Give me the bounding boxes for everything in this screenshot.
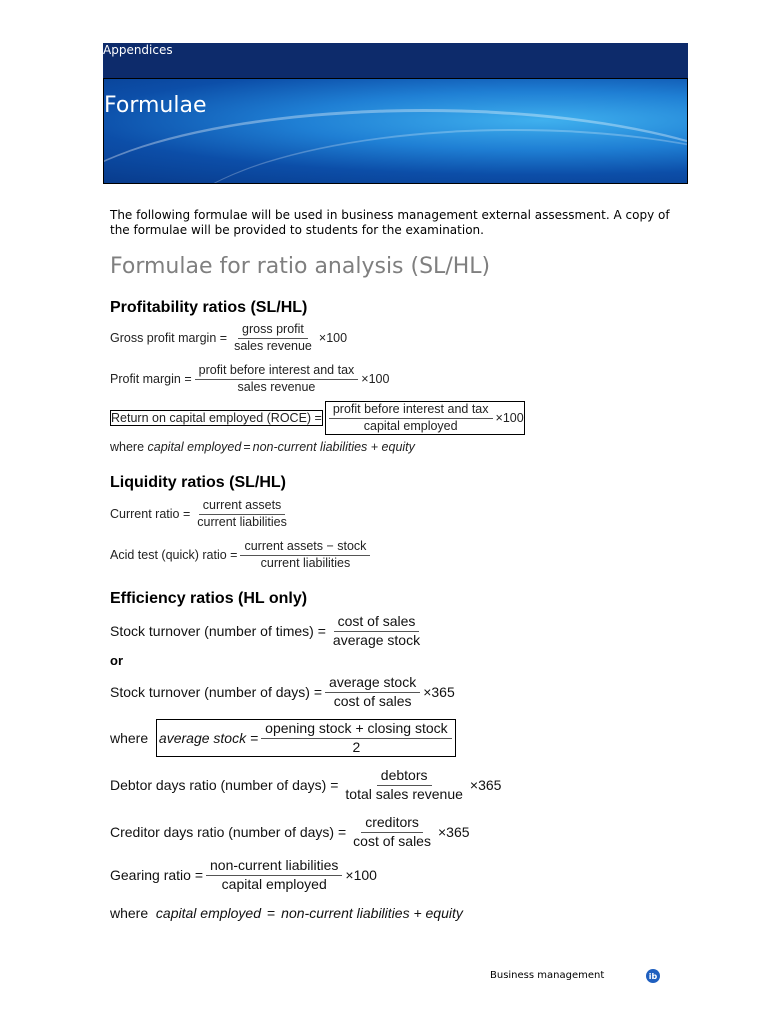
numerator: opening stock + closing stock [261,720,452,739]
where-capital-employed-2 [110,905,463,921]
numerator: non-current liabilities [206,857,342,876]
where-lhs: average stock = [158,730,259,746]
numerator: current assets [199,498,286,515]
fraction [325,674,420,710]
formula-label: Current ratio = [110,507,191,522]
formula-label: Creditor days ratio (number of days) = [110,824,347,840]
multiplier: ×365 [437,824,470,840]
profitability-heading: Profitability ratios (SL/HL) [110,299,308,316]
multiplier: ×365 [423,684,455,700]
denominator: sales revenue [237,379,316,394]
multiplier: ×100 [318,331,348,346]
denominator: current liabilities [260,555,351,570]
multiplier: ×365 [469,777,502,793]
formula-roce [110,401,525,435]
liquidity-heading: Liquidity ratios (SL/HL) [110,474,286,491]
denominator: capital employed [221,875,327,892]
equals-sign: = [243,440,251,454]
intro-paragraph: The following formulae will be used in business management external assessment. A copy of the formulae will be provided to students for the examination. [110,208,670,237]
formula-label: Gross profit margin = [110,331,228,346]
numerator: debtors [377,767,432,786]
formula-label: Acid test (quick) ratio = [110,548,238,563]
formula-label: Stock turnover (number of times) = [110,623,326,639]
denominator: cost of sales [353,832,431,849]
average-stock-expression [156,719,456,757]
formula-label: Gearing ratio = [110,867,203,883]
or-label: or [110,653,123,668]
formula-label: Debtor days ratio (number of days) = [110,777,339,793]
numerator: gross profit [238,322,308,339]
multiplier: ×100 [495,411,524,426]
formula-label: Stock turnover (number of days) = [110,684,323,700]
denominator: current liabilities [197,514,287,529]
where-label: where [110,440,145,454]
equals-sign: = [266,905,276,921]
fraction [261,720,452,756]
fraction [240,539,370,571]
multiplier: ×100 [345,867,377,883]
formula-acid-test [110,539,373,571]
roce-expression [325,401,525,435]
where-average-stock [110,719,456,757]
title-banner [103,78,688,184]
formula-gross-profit-margin [110,322,347,354]
multiplier: ×100 [361,372,390,387]
fraction [329,402,493,434]
where-lhs: capital employed [155,905,261,921]
numerator: average stock [325,674,420,693]
formula-creditor-days [110,814,470,850]
fraction [195,363,359,395]
numerator: cost of sales [334,613,420,632]
where-rhs: non-current liabilities + equity [252,440,415,454]
denominator: cost of sales [333,692,412,709]
efficiency-heading: Efficiency ratios (HL only) [110,590,308,607]
numerator: profit before interest and tax [329,402,493,419]
numerator: profit before interest and tax [195,363,359,380]
formula-profit-margin [110,363,389,395]
fraction [230,322,316,354]
page-title: Formulae [104,93,207,118]
fraction [341,767,467,803]
fraction [329,613,424,649]
ib-logo-icon: ib [646,969,660,983]
where-label: where [110,905,149,921]
fraction [206,857,342,893]
formula-label: Profit margin = [110,372,192,387]
where-label: where [110,730,149,746]
denominator: average stock [332,631,421,648]
formula-stock-turnover-days [110,674,455,710]
denominator: total sales revenue [345,785,463,802]
formula-stock-turnover-times [110,613,427,649]
where-capital-employed [110,440,415,454]
denominator: 2 [352,738,361,755]
fraction [193,498,291,530]
denominator: sales revenue [234,338,312,353]
fraction [349,814,435,850]
formula-label: Return on capital employed (ROCE) = [111,411,322,426]
formula-current-ratio [110,498,294,530]
where-lhs: capital employed [147,440,242,454]
formula-debtor-days [110,767,501,803]
footer-text: Business management [490,970,605,981]
header-bar [103,43,688,78]
formula-gearing-ratio [110,857,377,893]
section-label: Appendices [103,43,173,57]
where-rhs: non-current liabilities + equity [281,905,463,921]
denominator: capital employed [363,418,458,433]
section-heading: Formulae for ratio analysis (SL/HL) [110,254,491,279]
numerator: creditors [361,814,423,833]
numerator: current assets − stock [240,539,370,556]
